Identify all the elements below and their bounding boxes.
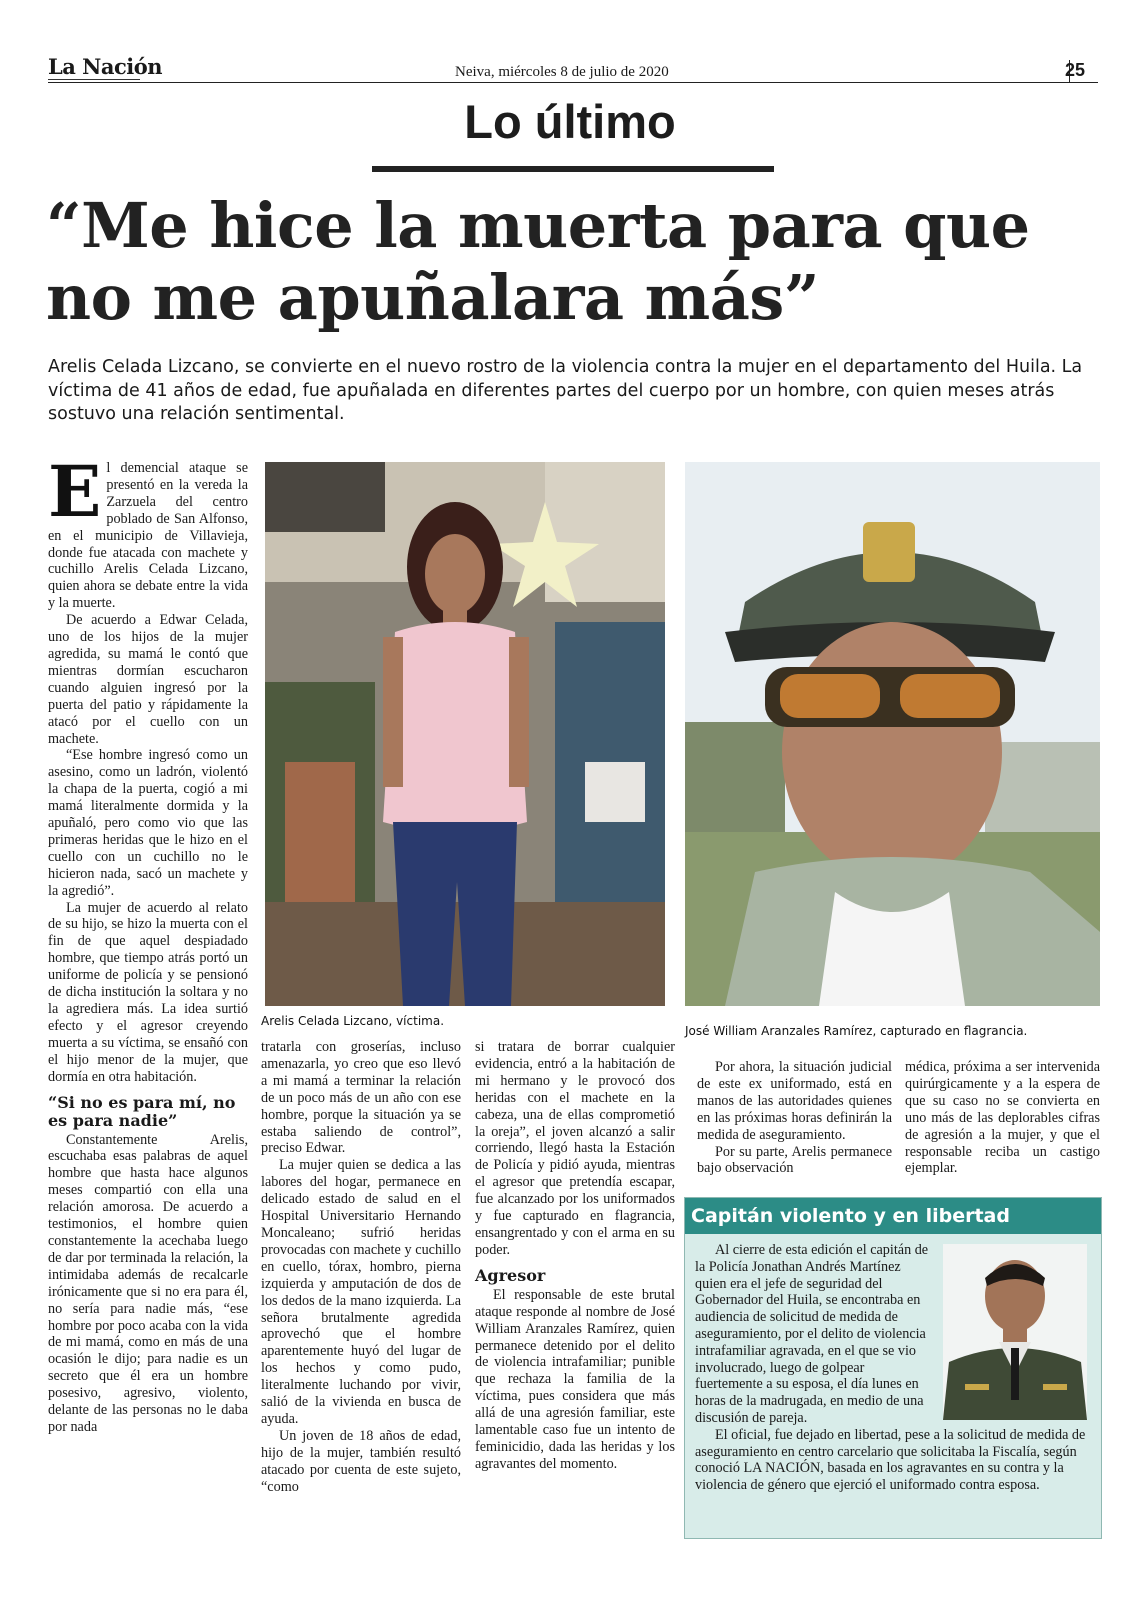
newspaper-logo: La Nación [48, 56, 162, 83]
article-paragraph: tratarla con groserías, incluso amenazarla, yo creo que eso llevó a mi mamá a terminar la relación de un poco más de un año con ese hombre, porque la situación ya se estaba saliendo de control”, preciso Edwar. [261, 1039, 461, 1157]
headline [46, 190, 1106, 334]
sidebar-paragraph: Al cierre de esta edición el capitán de la Policía Jonathan Andrés Martínez quien era el jefe de seguridad del Gobernador del Huila, se encontraba en audiencia de solicitud de medida de aseguramiento, por el delito de violencia intrafamiliar agravada, en el que se vio involucrado, luego de golpear fuertemente a su esposa, el día lunes en horas de la madrugada, en medio de una discusión de pareja. [695, 1242, 929, 1426]
article-column-1 [48, 450, 248, 1436]
drop-cap: E [48, 450, 102, 533]
article-column-4a [697, 1059, 892, 1177]
article-paragraph: Por ahora, la situación judicial de este ex uniformado, está en manos de las autoridades quienes en las próximas horas definirán la medida de aseguramiento. [697, 1059, 892, 1143]
article-paragraph: De acuerdo a Edwar Celada, uno de los hijos de la mujer agredida, su mamá le contó que mientras dormían escucharon cuando alguien ingresó por la puerta del patio y rápidamente la atacó por el cuello con un machete. [48, 612, 248, 747]
captain-photo [943, 1244, 1087, 1420]
article-paragraph: Un joven de 18 años de edad, hijo de la mujer, también resultó atacado por cuenta de este sujeto, “como [261, 1427, 461, 1495]
sidebar-title: Capitán violento y en libertad [685, 1198, 1101, 1234]
article-paragraph: si tratara de borrar cualquier evidencia, entró a la habitación de mi hermano y le provocó dos heridas con el machete en la cabeza, una de ellas comprometió la oreja”, el joven alcanzó a salir corriendo, llegó hasta la Estación de Policía y pidió ayuda, mientras el agresor que pretendía escapar, fue alcanzado por los uniformados y fue capturado en flagrancia, ensangrentado y con el arma en su poder. [475, 1039, 675, 1258]
article-paragraph: La mujer quien se dedica a las labores del hogar, permanece en delicado estado de salud en el Hospital Universitario Hernando Moncaleano; sufrió heridas provocadas con machete y cuchillo en cuello, tórax, hombro, pierna izquierda y amputación de dos de los dedos de la mano izquierda. La señora brutalmente agredida aprovechó que el hombre aparentemente huyó del lugar de los hechos y como pudo, literalmente luchando por vivir, salió de la vivienda en busca de ayuda. [261, 1157, 461, 1427]
sidebar-box [684, 1197, 1102, 1539]
section-title: Lo último [464, 95, 676, 148]
article-paragraph: “Ese hombre ingresó como un asesino, como un ladrón, violentó la chapa de la puerta, cogió a mi mamá literalmente dormida y la apuñaló, pero como vio que las primeras heridas que le hizo en el cuello con un cuchillo no le hicieron nada, sacó un machete y la agredió”. [48, 747, 248, 899]
victim-photo [265, 462, 665, 1006]
aggressor-photo [685, 462, 1100, 1006]
sidebar-text [695, 1242, 1087, 1494]
article-column-2 [261, 1039, 461, 1495]
article-deck: Arelis Celada Lizcano, se convierte en el nuevo rostro de la violencia contra la mujer en el departamento del Huila. La víctima de 41 años de edad, fue apuñalada en diferentes partes del cuerpo por un hombre, con quien meses atrás sostuvo una relación sentimental. [48, 357, 1083, 424]
victim-photo-caption: Arelis Celada Lizcano, víctima. [261, 1014, 445, 1028]
article-paragraph: Por su parte, Arelis permanece bajo observación [697, 1143, 892, 1177]
article-paragraph: El responsable de este brutal ataque responde al nombre de José William Aranzales Ramírez, quien permanece detenido por el delito de violencia intrafamiliar; punible que rechaza la familia de la víctima, pues considera que más allá de una agresión familiar, este lamentable caso fue un intento de feminicidio, dada las heridas y los agravantes del momento. [475, 1286, 675, 1472]
article-subheading: “Si no es para mí, no es para nadie” [48, 1092, 236, 1130]
section-rule [372, 166, 774, 172]
aggressor-photo-caption: José William Aranzales Ramírez, capturado en flagrancia. [685, 1024, 1028, 1038]
article-paragraph: médica, próxima a ser intervenida quirúrgicamente y a la espera de que su caso no se convierta en uno más de las deplorables cifras de agresión a la mujer, y que el responsable reciba un castigo ejemplar. [905, 1059, 1100, 1177]
article-paragraph: La mujer de acuerdo al relato de su hijo, se hizo la muerta con el fin de que aquel despiadado hombre, que tiempo atrás portó un uniforme de policía y se pensionó de dicha institución la soltara y no la agrediera más. La idea surtió efecto y el agresor creyendo muerta a su víctima, se ensañó con el hijo menor de la mujer, que dormía en otra habitación. [48, 899, 248, 1085]
sidebar-paragraph: El oficial, fue dejado en libertad, pese a la solicitud de medida de aseguramiento en centro carcelario que solicitaba la Fiscalía, según conoció LA NACIÓN, basada en los agravantes en su contra y la violencia de género que ejerció el uniformado contra esposa. [695, 1426, 1086, 1494]
page-number: 25 [1065, 60, 1086, 80]
headline-line-1: “Me hice la muerta para que [46, 189, 1030, 262]
article-column-4b [905, 1059, 1100, 1177]
masthead-rule [48, 82, 1098, 83]
article-paragraph: Constantemente Arelis, escuchaba esas palabras de aquel hombre que hasta hace algunos meses compartió con ella una relación amorosa. De acuerdo a testimonios, el hombre quien constantemente la acechaba luego de dar por terminada la relación, la intimidaba además de recalcarle irónicamente que si no era para él, no sería para nadie más, “ese hombre por poco acaba con la vida de mi mamá, como en más de una ocasión le dijo; para nadie es un secreto que él era un hombre posesivo, agresivo, violento, delante de las personas no le daba por nada [48, 1131, 248, 1435]
article-subheading: Agresor [475, 1265, 546, 1285]
dateline: Neiva, miércoles 8 de julio de 2020 [455, 64, 669, 80]
headline-line-2: no me apuñalara más” [46, 261, 819, 334]
article-column-3 [475, 1039, 675, 1473]
article-paragraph: El demencial ataque se presentó en la vereda la Zarzuela del centro poblado de San Alfonso, en el municipio de Villavieja, donde fue atacada con machete y cuchillo Arelis Celada Lizcano, quien ahora se debate entre la vida y la muerte. [48, 450, 248, 612]
